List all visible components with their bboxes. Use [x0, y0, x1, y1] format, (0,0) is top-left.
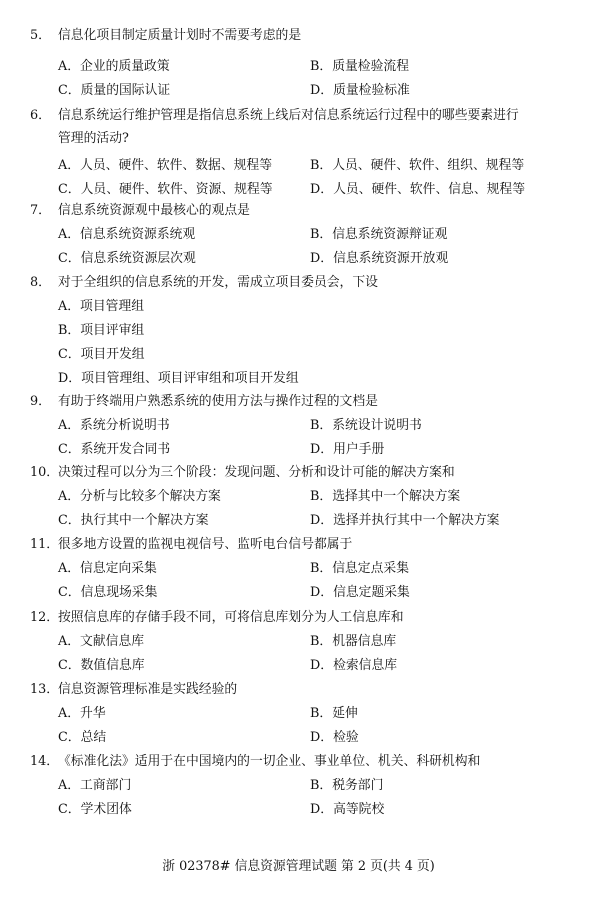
option-b: B．项目评审组: [58, 323, 145, 338]
option-c: C．信息系统资源层次观: [58, 250, 196, 266]
question-number: 5．: [30, 28, 51, 43]
question-text: 信息系统资源观中最核心的观点是: [58, 203, 250, 218]
option-b: B．机器信息库: [310, 634, 397, 649]
question-stem: [30, 680, 580, 700]
question-stem: [30, 535, 580, 555]
question-number: 11．: [30, 537, 60, 552]
option-a: A．分析与比较多个解决方案: [58, 489, 221, 504]
options: [58, 154, 580, 201]
option-d: D．信息系统资源开放观: [310, 250, 449, 266]
question-number: 12．: [30, 610, 60, 625]
question-text: 信息系统运行维护管理是指信息系统上线后对信息系统运行过程中的哪些要素进行: [58, 108, 519, 123]
question-stem: [30, 201, 580, 221]
option-c: C．信息现场采集: [58, 584, 158, 600]
option-a: A．系统分析说明书: [58, 418, 170, 433]
question-text-continued: 管理的活动?: [58, 131, 129, 146]
question-number: 6．: [30, 108, 51, 123]
option-d: D．高等院校: [310, 801, 385, 817]
option-d: D．选择并执行其中一个解决方案: [310, 512, 500, 528]
options: [58, 774, 580, 821]
question-number: 10．: [30, 465, 60, 480]
option-c: C．系统开发合同书: [58, 441, 171, 457]
options: [58, 414, 580, 461]
option-a: A．企业的质量政策: [58, 59, 170, 74]
question-text: 信息化项目制定质量计划时不需要考虑的是: [58, 28, 302, 43]
question-9: [30, 392, 580, 461]
question-stem: [30, 26, 580, 46]
option-a: A．文献信息库: [58, 634, 145, 649]
options: [58, 223, 580, 270]
options: [58, 630, 580, 677]
question-number: 7．: [30, 203, 51, 218]
option-c: C．学术团体: [58, 801, 132, 817]
option-b: B．信息定点采集: [310, 561, 409, 576]
options: [58, 702, 580, 749]
question-text: 按照信息库的存储手段不同，可将信息库划分为人工信息库和: [58, 610, 404, 625]
question-text: 信息资源管理标准是实践经验的: [58, 682, 238, 697]
option-c: C．质量的国际认证: [58, 82, 171, 98]
option-c: C．人员、硬件、软件、资源、规程等: [58, 181, 273, 197]
question-12: [30, 608, 580, 677]
option-a: A．信息系统资源系统观: [58, 227, 196, 242]
question-7: [30, 201, 580, 270]
question-text: 很多地方设置的监视电视信号、监听电台信号都属于: [58, 537, 353, 552]
question-stem: [30, 392, 580, 412]
question-5: [30, 26, 580, 102]
question-13: [30, 680, 580, 749]
question-stem: [30, 608, 580, 628]
option-c: C．执行其中一个解决方案: [58, 512, 209, 528]
option-a: A．项目管理组: [58, 299, 145, 314]
options: [58, 295, 580, 391]
question-14: [30, 752, 580, 821]
option-d: D．信息定题采集: [310, 584, 410, 600]
options: [58, 485, 580, 532]
option-b: B．延伸: [310, 706, 358, 721]
option-d: D．项目管理组、项目评审组和项目开发组: [58, 371, 299, 386]
question-stem: [30, 752, 580, 772]
question-text: 《标准化法》适用于在中国境内的一切企业、事业单位、机关、科研机构和: [58, 754, 481, 769]
question-text: 决策过程可以分为三个阶段：发现问题、分析和设计可能的解决方案和: [58, 465, 455, 480]
question-text: 对于全组织的信息系统的开发，需成立项目委员会，下设: [58, 275, 378, 290]
question-stem: [30, 106, 580, 126]
question-10: [30, 463, 580, 532]
page-footer: 浙 02378# 信息资源管理试题 第 2 页(共 4 页): [162, 859, 435, 874]
option-c: C．项目开发组: [58, 347, 145, 362]
question-number: 8．: [30, 275, 51, 290]
option-b: B．人员、硬件、软件、组织、规程等: [310, 158, 525, 173]
question-stem: [30, 463, 580, 483]
question-6: [30, 106, 580, 201]
option-c: C．数值信息库: [58, 657, 145, 673]
option-b: B．税务部门: [310, 778, 384, 793]
option-b: B．系统设计说明书: [310, 418, 422, 433]
options: [58, 55, 580, 102]
question-number: 13．: [30, 682, 60, 697]
option-a: A．工商部门: [58, 778, 132, 793]
option-b: B．信息系统资源辩证观: [310, 227, 448, 242]
question-number: 9．: [30, 394, 51, 409]
options: [58, 557, 580, 604]
question-number: 14．: [30, 754, 60, 769]
question-stem: [30, 273, 580, 293]
option-a: A．信息定向采集: [58, 561, 157, 576]
option-d: D．用户手册: [310, 441, 385, 457]
question-text: 有助于终端用户熟悉系统的使用方法与操作过程的文档是: [58, 394, 378, 409]
option-d: D．检索信息库: [310, 657, 398, 673]
option-c: C．总结: [58, 729, 107, 745]
option-d: D．质量检验标准: [310, 82, 410, 98]
option-d: D．人员、硬件、软件、信息、规程等: [310, 181, 526, 197]
option-d: D．检验: [310, 729, 359, 745]
question-11: [30, 535, 580, 604]
option-a: A．升华: [58, 706, 106, 721]
option-a: A．人员、硬件、软件、数据、规程等: [58, 158, 272, 173]
question-8: [30, 273, 580, 391]
option-b: B．质量检验流程: [310, 59, 409, 74]
option-b: B．选择其中一个解决方案: [310, 489, 461, 504]
